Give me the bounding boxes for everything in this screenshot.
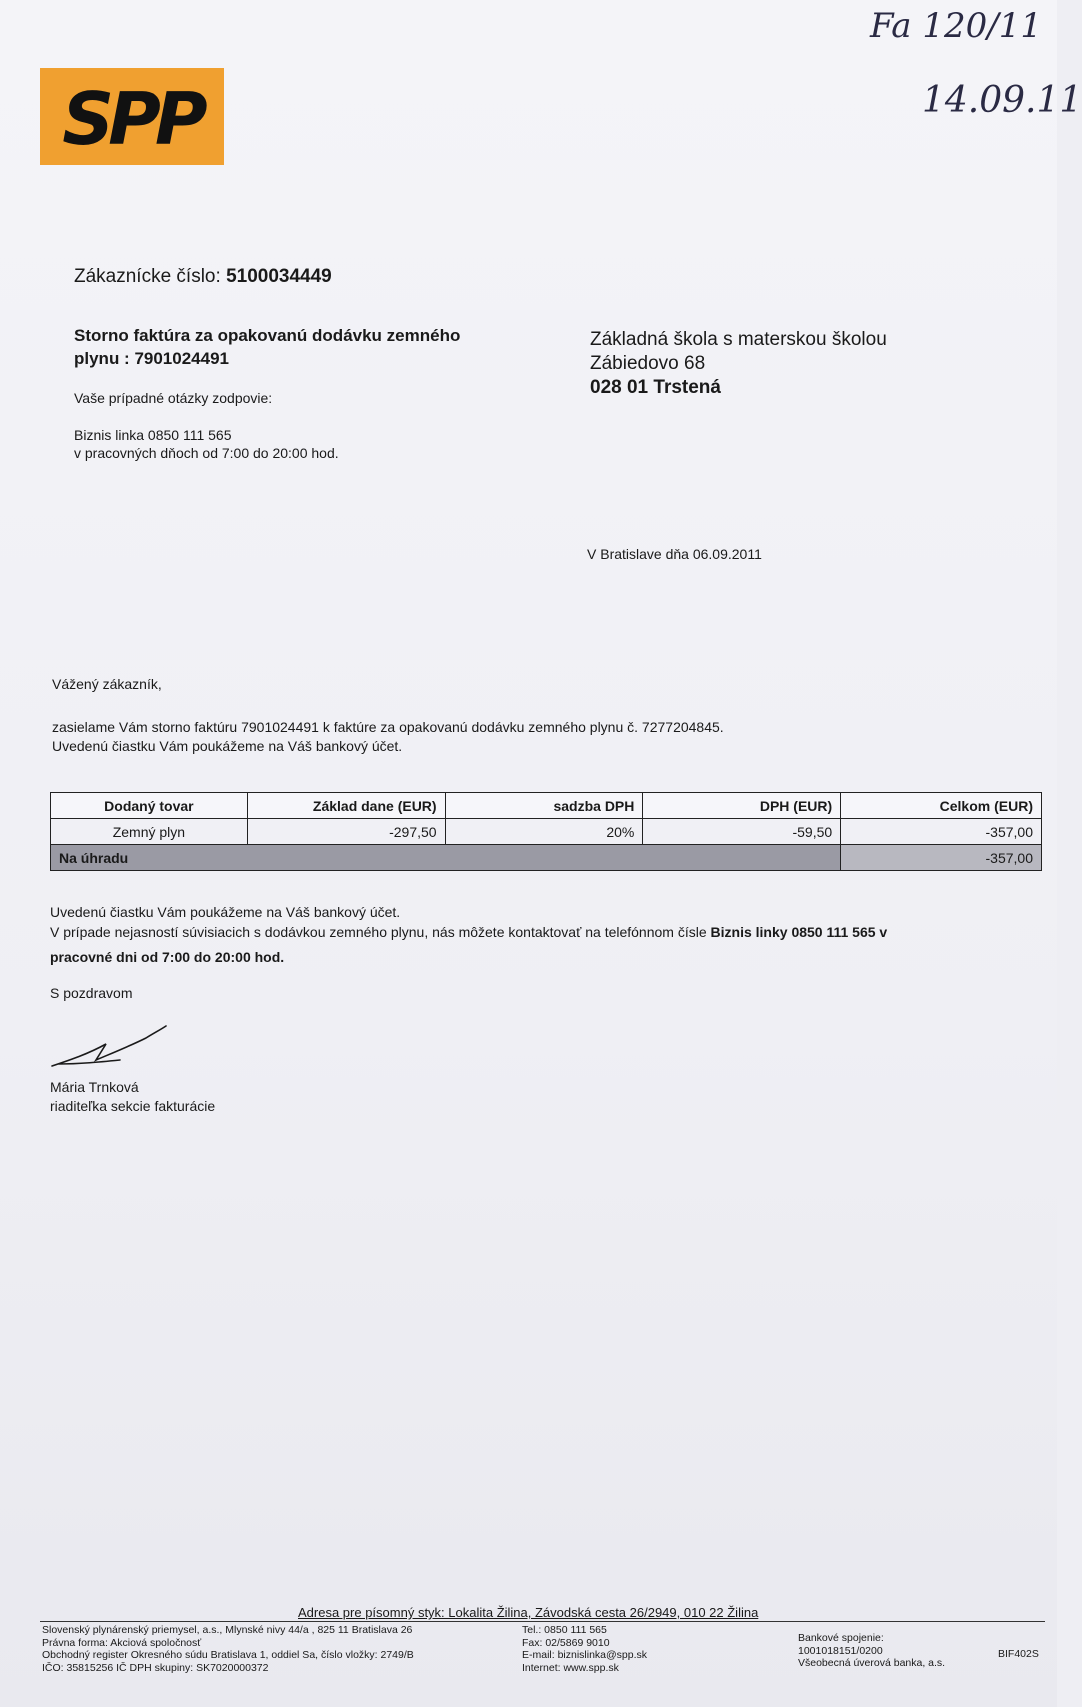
customer-number xyxy=(74,266,332,288)
bank-account: 1001018151/0200 xyxy=(798,1644,883,1657)
recipient-street: Zábiedovo 68 xyxy=(590,353,706,374)
hotline-info xyxy=(74,426,339,462)
company-line-4: IČO: 35815256 IČ DPH skupiny: SK7020000372 xyxy=(42,1661,269,1674)
paragraph-2-line-2-bold: Biznis linky 0850 111 565 v xyxy=(710,924,888,940)
cell-vat-rate: 20% xyxy=(445,819,643,845)
bank-name: Všeobecná úverová banka, a.s. xyxy=(798,1657,946,1669)
questions-label: Vaše prípadné otázky zodpovie: xyxy=(74,390,273,406)
handwritten-date: 14.09.11 xyxy=(922,80,1082,121)
paragraph-1-line-1: zasielame Vám storno faktúru 7901024491 k faktúre za opakovanú dodávku zemného plynu č. 7277204845. xyxy=(52,719,724,735)
contact-web: Internet: www.spp.sk xyxy=(522,1661,619,1674)
form-code: BIF402S xyxy=(998,1648,1039,1660)
company-line-3: Obchodný register Okresného súdu Bratislava 1, oddiel Sa, číslo vložky: 2749/B xyxy=(42,1649,414,1661)
title-line-2: plynu : 7901024491 xyxy=(74,349,229,368)
contact-phone: Tel.: 0850 111 565 xyxy=(522,1624,607,1636)
letter-paragraph-1 xyxy=(52,718,852,756)
paragraph-1-line-2: Uvedenú čiastku Vám poukážeme na Váš bankový účet. xyxy=(52,738,403,754)
paragraph-2-line-1: Uvedenú čiastku Vám poukážeme na Váš bankový účet. xyxy=(50,904,401,920)
recipient-address xyxy=(590,328,887,400)
customer-number-label: Zákaznícke číslo: xyxy=(74,266,221,287)
hotline-line-2: v pracovných dňoch od 7:00 do 20:00 hod. xyxy=(74,445,339,461)
signature-scribble xyxy=(50,1024,170,1070)
table-row xyxy=(51,819,1042,845)
signer-title: riaditeľka sekcie fakturácie xyxy=(50,1098,216,1114)
cell-vat: -59,50 xyxy=(643,819,841,845)
letter-paragraph-2 xyxy=(50,902,1010,967)
title-line-1: Storno faktúra za opakovanú dodávku zemného xyxy=(74,326,461,345)
recipient-name: Základná škola s materskou školou xyxy=(590,329,887,350)
cell-goods: Zemný plyn xyxy=(51,819,248,845)
spp-logo xyxy=(40,68,224,165)
hotline-line-1: Biznis linka 0850 111 565 xyxy=(74,427,232,443)
table-header-row xyxy=(51,793,1042,819)
closing-regards: S pozdravom xyxy=(50,985,133,1001)
signer-name: Mária Trnková xyxy=(50,1079,139,1095)
company-line-2: Právna forma: Akciová spoločnosť xyxy=(42,1636,202,1649)
place-and-date: V Bratislave dňa 06.09.2011 xyxy=(587,546,762,562)
column-header-vat: DPH (EUR) xyxy=(643,793,841,819)
column-header-goods: Dodaný tovar xyxy=(51,793,248,819)
footer-company-info xyxy=(42,1624,414,1674)
column-header-total: Celkom (EUR) xyxy=(841,793,1042,819)
contact-email: E-mail: biznislinka@spp.sk xyxy=(522,1649,648,1661)
paragraph-2-line-3: pracovné dni od 7:00 do 20:00 hod. xyxy=(50,949,285,965)
footer-contact-info xyxy=(522,1624,647,1674)
invoice-summary-table xyxy=(50,792,1042,871)
footer-bank-info xyxy=(798,1632,945,1670)
logo-text: SPP xyxy=(62,77,202,161)
bank-label: Bankové spojenie: xyxy=(798,1632,884,1644)
company-line-1: Slovenský plynárenský priemysel, a.s., Mlynské nivy 44/a , 825 11 Bratislava 26 xyxy=(42,1624,413,1636)
greeting: Vážený zákazník, xyxy=(52,676,162,692)
table-total-row xyxy=(51,845,1042,871)
document-title xyxy=(74,324,534,370)
column-header-vat-rate: sadzba DPH xyxy=(445,793,643,819)
signer-block xyxy=(50,1078,215,1116)
total-value: -357,00 xyxy=(841,845,1042,871)
customer-number-value: 5100034449 xyxy=(226,266,332,287)
paragraph-2-line-2-text: V prípade nejasností súvisiacich s dodávkou zemného plynu, nás môžete kontaktovať na telefónnom čísle xyxy=(50,924,711,940)
recipient-city: 028 01 Trstená xyxy=(590,377,721,398)
handwritten-reference: Fa 120/11 xyxy=(870,6,1042,46)
cell-total: -357,00 xyxy=(841,819,1042,845)
total-label: Na úhradu xyxy=(51,845,841,871)
cell-tax-base: -297,50 xyxy=(247,819,445,845)
footer-divider xyxy=(40,1621,1045,1622)
contact-fax: Fax: 02/5869 9010 xyxy=(522,1636,610,1649)
column-header-tax-base: Základ dane (EUR) xyxy=(247,793,445,819)
footer-mailing-address: Adresa pre písomný styk: Lokalita Žilina, Závodská cesta 26/2949, 010 22 Žilina xyxy=(298,1605,759,1620)
paragraph-2-line-2 xyxy=(50,922,1010,942)
